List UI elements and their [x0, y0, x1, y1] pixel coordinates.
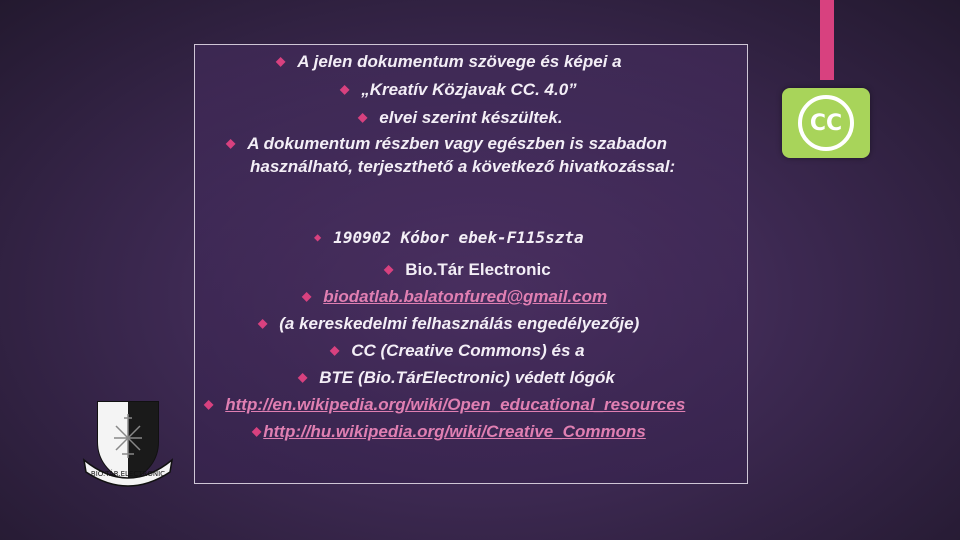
bte-logo-text: BIO.TÁR.ELECTRONIC — [90, 470, 166, 478]
diamond-bullet-icon: ◆ — [298, 370, 308, 384]
text-line-1: ◆ A jelen dokumentum szövege és képei a — [276, 52, 622, 71]
diamond-bullet-icon: ◆ — [302, 289, 312, 303]
email-line — [302, 287, 607, 307]
diamond-bullet-icon: ◆ — [258, 316, 268, 330]
text-line-bte: ◆ BTE (Bio.TárElectronic) védett lógók — [298, 368, 615, 387]
text-line-2: ◆ „Kreatív Közjavak CC. 4.0” — [340, 80, 577, 99]
diamond-bullet-icon: ◆ — [252, 424, 262, 438]
text-line-5: használható, terjeszthető a következő hivatkozással: — [250, 157, 676, 176]
diamond-bullet-icon: ◆ — [204, 397, 214, 411]
link-line-hu — [252, 422, 646, 442]
text-line-4: ◆ A dokumentum részben vagy egészben is szabadon — [226, 134, 667, 153]
text-line-cc: ◆ CC (Creative Commons) és a — [330, 341, 585, 360]
link-line-en — [204, 395, 685, 415]
diamond-bullet-icon: ◆ — [226, 136, 236, 150]
reference-title: ◆ 190902 Kóbor ebek-F115szta — [314, 228, 584, 247]
diamond-bullet-icon: ◆ — [358, 110, 368, 124]
text-line-3: ◆ elvei szerint készültek. — [358, 108, 563, 127]
diamond-bullet-icon: ◆ — [314, 230, 322, 244]
email-link[interactable]: biodatlab.balatonfured@gmail.com — [323, 287, 608, 306]
hu-wikipedia-link[interactable]: http://hu.wikipedia.org/wiki/Creative_Commons — [263, 422, 646, 441]
text-line-biotar: ◆ Bio.Tár Electronic — [384, 260, 551, 279]
diamond-bullet-icon: ◆ — [340, 82, 350, 96]
diamond-bullet-icon: ◆ — [384, 262, 394, 276]
cc-icon: CC — [798, 95, 854, 151]
text-line-permission: ◆ (a kereskedelmi felhasználás engedélyezője) — [258, 314, 640, 333]
creative-commons-logo — [782, 88, 870, 158]
accent-bar — [820, 0, 834, 80]
diamond-bullet-icon: ◆ — [276, 54, 286, 68]
en-wikipedia-link[interactable]: http://en.wikipedia.org/wiki/Open_educational_resources — [225, 395, 686, 414]
diamond-bullet-icon: ◆ — [330, 343, 340, 357]
bte-shield-logo — [80, 396, 176, 488]
